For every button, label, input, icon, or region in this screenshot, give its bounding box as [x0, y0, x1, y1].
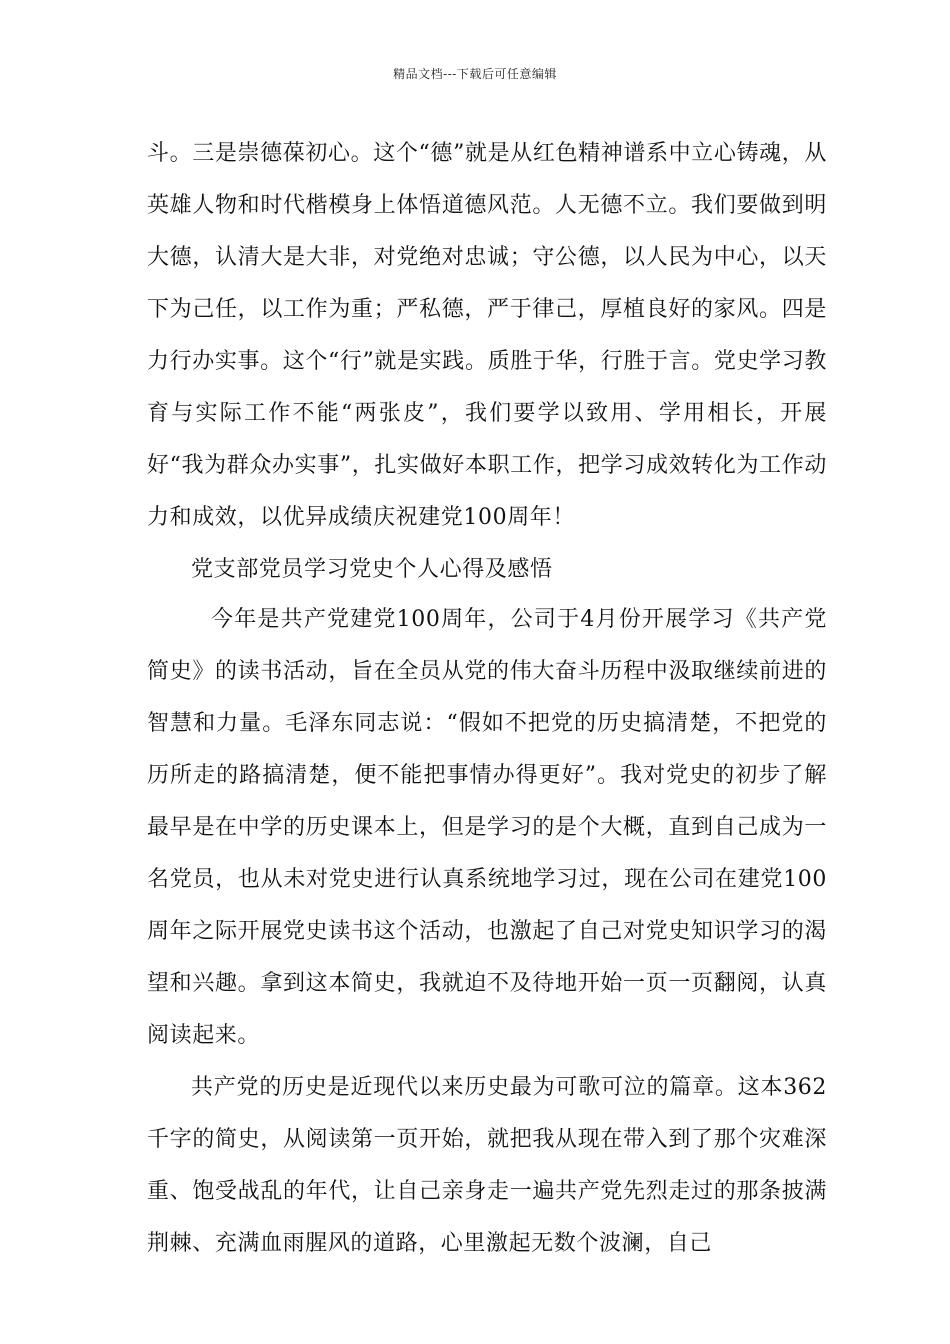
section-title: 党支部党员学习党史个人心得及感悟: [191, 557, 553, 582]
paragraph-intro: 今年是共产党建党100周年，公司于4月份开展学习《共产党简史》的读书活动，旨在全员从党的伟大奋斗历程中汲取继续前进的智慧和力量。毛泽东同志说：“假如不把党的历史搞清楚，不把党的历所走的路搞清楚，便不能把事情办得更好”。我对党史的初步了解最早是在中学的历史课本上，但是学习的是个大概，直到自己成为一名党员，也从未对党史进行认真系统地学习过，现在公司在建党100周年之际开展党史读书这个活动，也激起了自己对党史知识学习的渴望和兴趣。拿到这本简史，我就迫不及待地开始一页一页翻阅，认真阅读起来。: [147, 607, 827, 1048]
paragraph-continuation: 斗。三是崇德葆初心。这个“德”就是从红色精神谱系中立心铸魂，从英雄人物和时代楷模身上体悟道德风范。人无德不立。我们要做到明大德，认清大是大非，对党绝对忠诚；守公德，以人民为中心，以天下为己任，以工作为重；严私德，严于律己，厚植良好的家风。四是力行办实事。这个“行”就是实践。质胜于华，行胜于言。党史学习教育与实际工作不能“两张皮”，我们要学以致用、学用相长，开展好“我为群众办实事”，扎实做好本职工作，把学习成效转化为工作动力和成效，以优异成绩庆祝建党100周年！: [147, 141, 827, 530]
document-body: [147, 128, 827, 1270]
page-header: 精品文档---下载后可任意编辑: [393, 67, 557, 81]
paragraph-history: 共产党的历史是近现代以来历史最为可歌可泣的篇章。这本362千字的简史，从阅读第一页开始，就把我从现在带入到了那个灾难深重、饱受战乱的年代，让自己亲身走一遍共产党先烈走过的那条披满荆棘、充满血雨腥风的道路，心里激起无数个波澜，自己: [147, 1075, 827, 1256]
